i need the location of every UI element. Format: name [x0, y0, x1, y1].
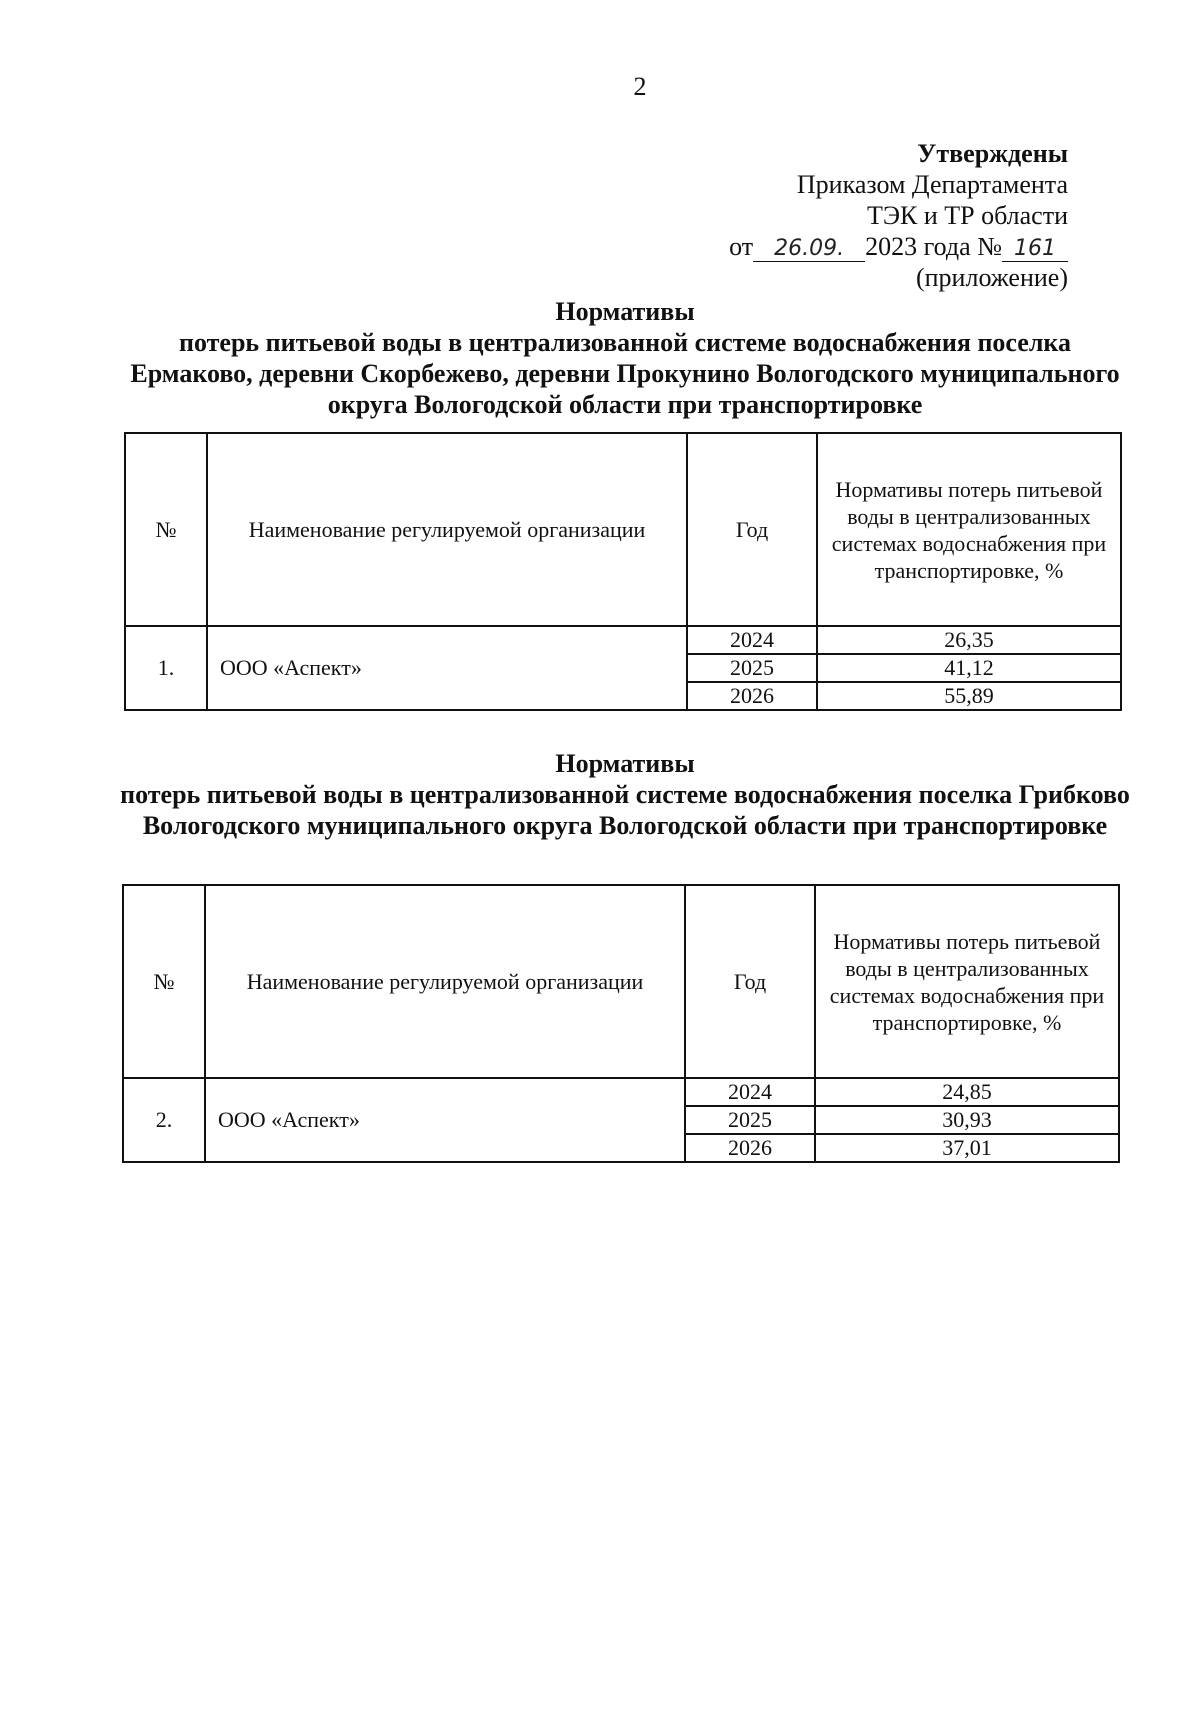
order-date-handwritten: 26.09. — [753, 237, 865, 262]
row-year: 2024 — [685, 1078, 815, 1106]
row-num: 1. — [125, 626, 207, 710]
approval-title: Утверждены — [917, 139, 1068, 168]
header-org: Наименование регулируемой организации — [207, 433, 687, 626]
header-norm: Нормативы потерь питьевой воды в централизованных системах водоснабжения при транспортировке, % — [815, 885, 1119, 1078]
header-norm: Нормативы потерь питьевой воды в централизованных системах водоснабжения при транспортировке, % — [817, 433, 1121, 626]
row-value: 37,01 — [815, 1134, 1119, 1162]
header-num: № — [125, 433, 207, 626]
approval-line-2: ТЭК и ТР области — [866, 201, 1068, 230]
table-2-header-row — [123, 885, 1119, 1078]
approval-order-line — [729, 231, 1068, 262]
section-2-subtitle: потерь питьевой воды в централизованной системе водоснабжения поселка Грибково Вологодского муниципального округа Вологодской области при транспортировке — [120, 780, 1130, 840]
section-2-heading: Нормативы — [555, 749, 695, 778]
row-year: 2026 — [685, 1134, 815, 1162]
approval-appendix: (приложение) — [915, 263, 1068, 292]
row-num: 2. — [123, 1078, 205, 1162]
table-row — [123, 1078, 1119, 1106]
norms-table-1 — [124, 432, 1122, 711]
table-1-header-row — [125, 433, 1121, 626]
section-1-title — [120, 296, 1130, 420]
table-row — [125, 626, 1121, 654]
row-org: ООО «Аспект» — [207, 626, 687, 710]
row-year: 2024 — [687, 626, 817, 654]
row-value: 26,35 — [817, 626, 1121, 654]
section-1-heading: Нормативы — [555, 297, 695, 326]
section-1-subtitle: потерь питьевой воды в централизованной системе водоснабжения поселка Ермаково, деревни Скорбежево, деревни Прокунино Вологодского муниципального округа Вологодской области при транспортировке — [130, 328, 1120, 419]
row-value: 55,89 — [817, 682, 1121, 710]
row-value: 41,12 — [817, 654, 1121, 682]
row-value: 24,85 — [815, 1078, 1119, 1106]
approval-block — [729, 138, 1068, 293]
approval-line-1: Приказом Департамента — [796, 170, 1068, 199]
header-num: № — [123, 885, 205, 1078]
order-year-text: 2023 года № — [865, 232, 1002, 261]
row-value: 30,93 — [815, 1106, 1119, 1134]
norms-table-2 — [122, 884, 1120, 1163]
section-2-title — [120, 748, 1130, 841]
header-year: Год — [685, 885, 815, 1078]
header-org: Наименование регулируемой организации — [205, 885, 685, 1078]
header-year: Год — [687, 433, 817, 626]
row-year: 2025 — [687, 654, 817, 682]
order-from-prefix: от — [729, 232, 754, 261]
order-number-handwritten: 161 — [1002, 237, 1068, 262]
row-org: ООО «Аспект» — [205, 1078, 685, 1162]
page-number: 2 — [633, 72, 647, 101]
row-year: 2025 — [685, 1106, 815, 1134]
row-year: 2026 — [687, 682, 817, 710]
